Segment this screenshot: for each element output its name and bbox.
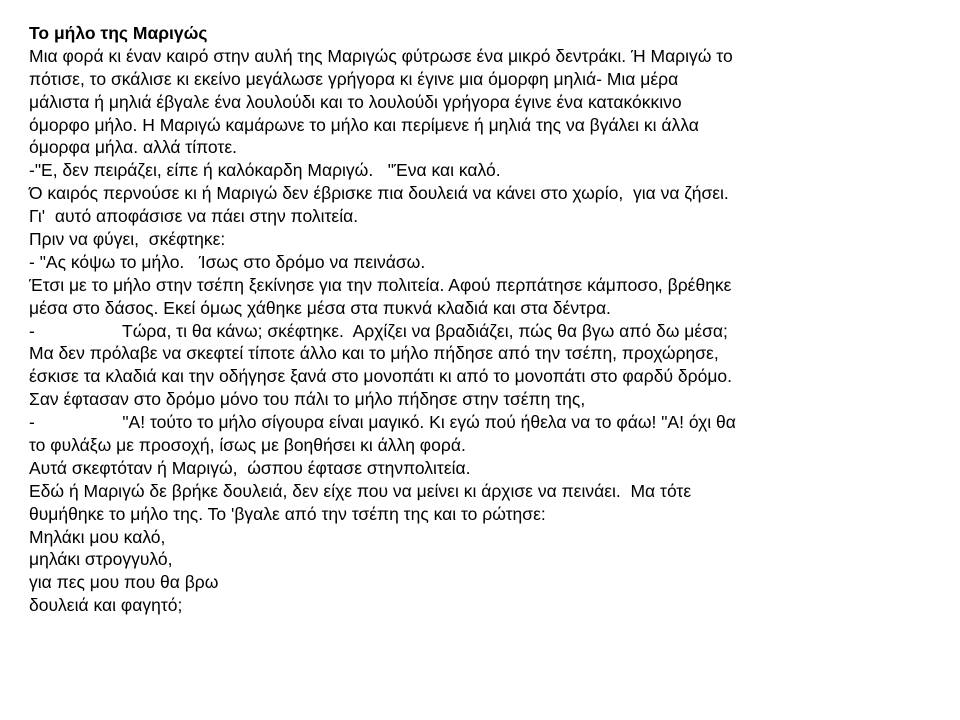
text-line: Μα δεν πρόλαβε να σκεφτεί τίποτε άλλο και το μήλο πήδησε από την τσέπη, προχώρησε,	[29, 343, 719, 364]
text-line: όμορφα μήλα. αλλά τίποτε.	[29, 137, 237, 158]
text-line: όμορφο μήλο. Η Μαριγώ καμάρωνε το μήλο και περίμενε ή μηλιά της να βγάλει κι άλλα	[29, 114, 699, 135]
text-line: Αυτά σκεφτόταν ή Μαριγώ, ώσπου έφτασε στηνπολιτεία.	[29, 457, 471, 478]
text-line: το φυλάξω με προσοχή, ίσως με βοηθήσει κι άλλη φορά.	[29, 435, 466, 456]
text-line: δουλειά και φαγητό;	[29, 595, 183, 616]
text-line: Ό καιρός περνούσε κι ή Μαριγώ δεν έβρισκε πια δουλειά να κάνει στο χωρίο, για να ζήσει.	[29, 183, 729, 204]
text-line: - "Ας κόψω το μήλο. Ίσως στο δρόμο να πεινάσω.	[29, 251, 426, 272]
text-line: θυμήθηκε το μήλο της. Το 'βγαλε από την τσέπη της και το ρώτησε:	[29, 503, 546, 524]
text-line: για πες μου που θα βρω	[29, 572, 219, 593]
text-line: Εδώ ή Μαριγώ δε βρήκε δουλειά, δεν είχε που να μείνει κι άρχισε να πεινάει. Μα τότε	[29, 480, 692, 501]
text-line: Πριν να φύγει, σκέφτηκε:	[29, 229, 226, 250]
text-line: - Τώρα, τι θα κάνω; σκέφτηκε. Αρχίζει να βραδιάζει, πώς θα βγω από δω μέσα;	[29, 320, 728, 341]
text-line: Γι' αυτό αποφάσισε να πάει στην πολιτεία.	[29, 206, 359, 227]
text-line: Σαν έφτασαν στο δρόμο μόνο του πάλι το μήλο πήδησε στην τσέπη της,	[29, 389, 586, 410]
text-line: -"Ε, δεν πειράζει, είπε ή καλόκαρδη Μαριγώ. "Ένα και καλό.	[29, 160, 501, 181]
text-line: έσκισε τα κλαδιά και την οδήγησε ξανά στο μονοπάτι κι από το μονοπάτι στο φαρδύ δρόμο.	[29, 366, 733, 387]
text-line: - "Α! τούτο το μήλο σίγουρα είναι μαγικό. Κι εγώ πού ήθελα να το φάω! "Α! όχι θα	[29, 412, 736, 433]
text-line: μάλιστα ή μηλιά έβγαλε ένα λουλούδι και το λουλούδι γρήγορα έγινε ένα κατακόκκινο	[29, 91, 682, 112]
document-body	[29, 22, 949, 617]
text-line: μέσα στο δάσος. Εκεί όμως χάθηκε μέσα στα πυκνά κλαδιά και στα δέντρα.	[29, 297, 611, 318]
text-line: μηλάκι στρογγυλό,	[29, 549, 173, 570]
text-line: Μια φορά κι έναν καιρό στην αυλή της Μαριγώς φύτρωσε ένα μικρό δεντράκι. Ή Μαριγώ το	[29, 45, 733, 66]
text-line: Έτσι με το μήλο στην τσέπη ξεκίνησε για την πολιτεία. Αφού περπάτησε κάμποσο, βρέθηκε	[29, 274, 732, 295]
text-line: Μηλάκι μου καλό,	[29, 526, 166, 547]
document-title: Το μήλο της Μαριγώς	[29, 23, 208, 43]
text-line: πότισε, το σκάλισε κι εκείνο μεγάλωσε γρήγορα κι έγινε μια όμορφη μηλιά- Μια μέρα	[29, 68, 679, 89]
